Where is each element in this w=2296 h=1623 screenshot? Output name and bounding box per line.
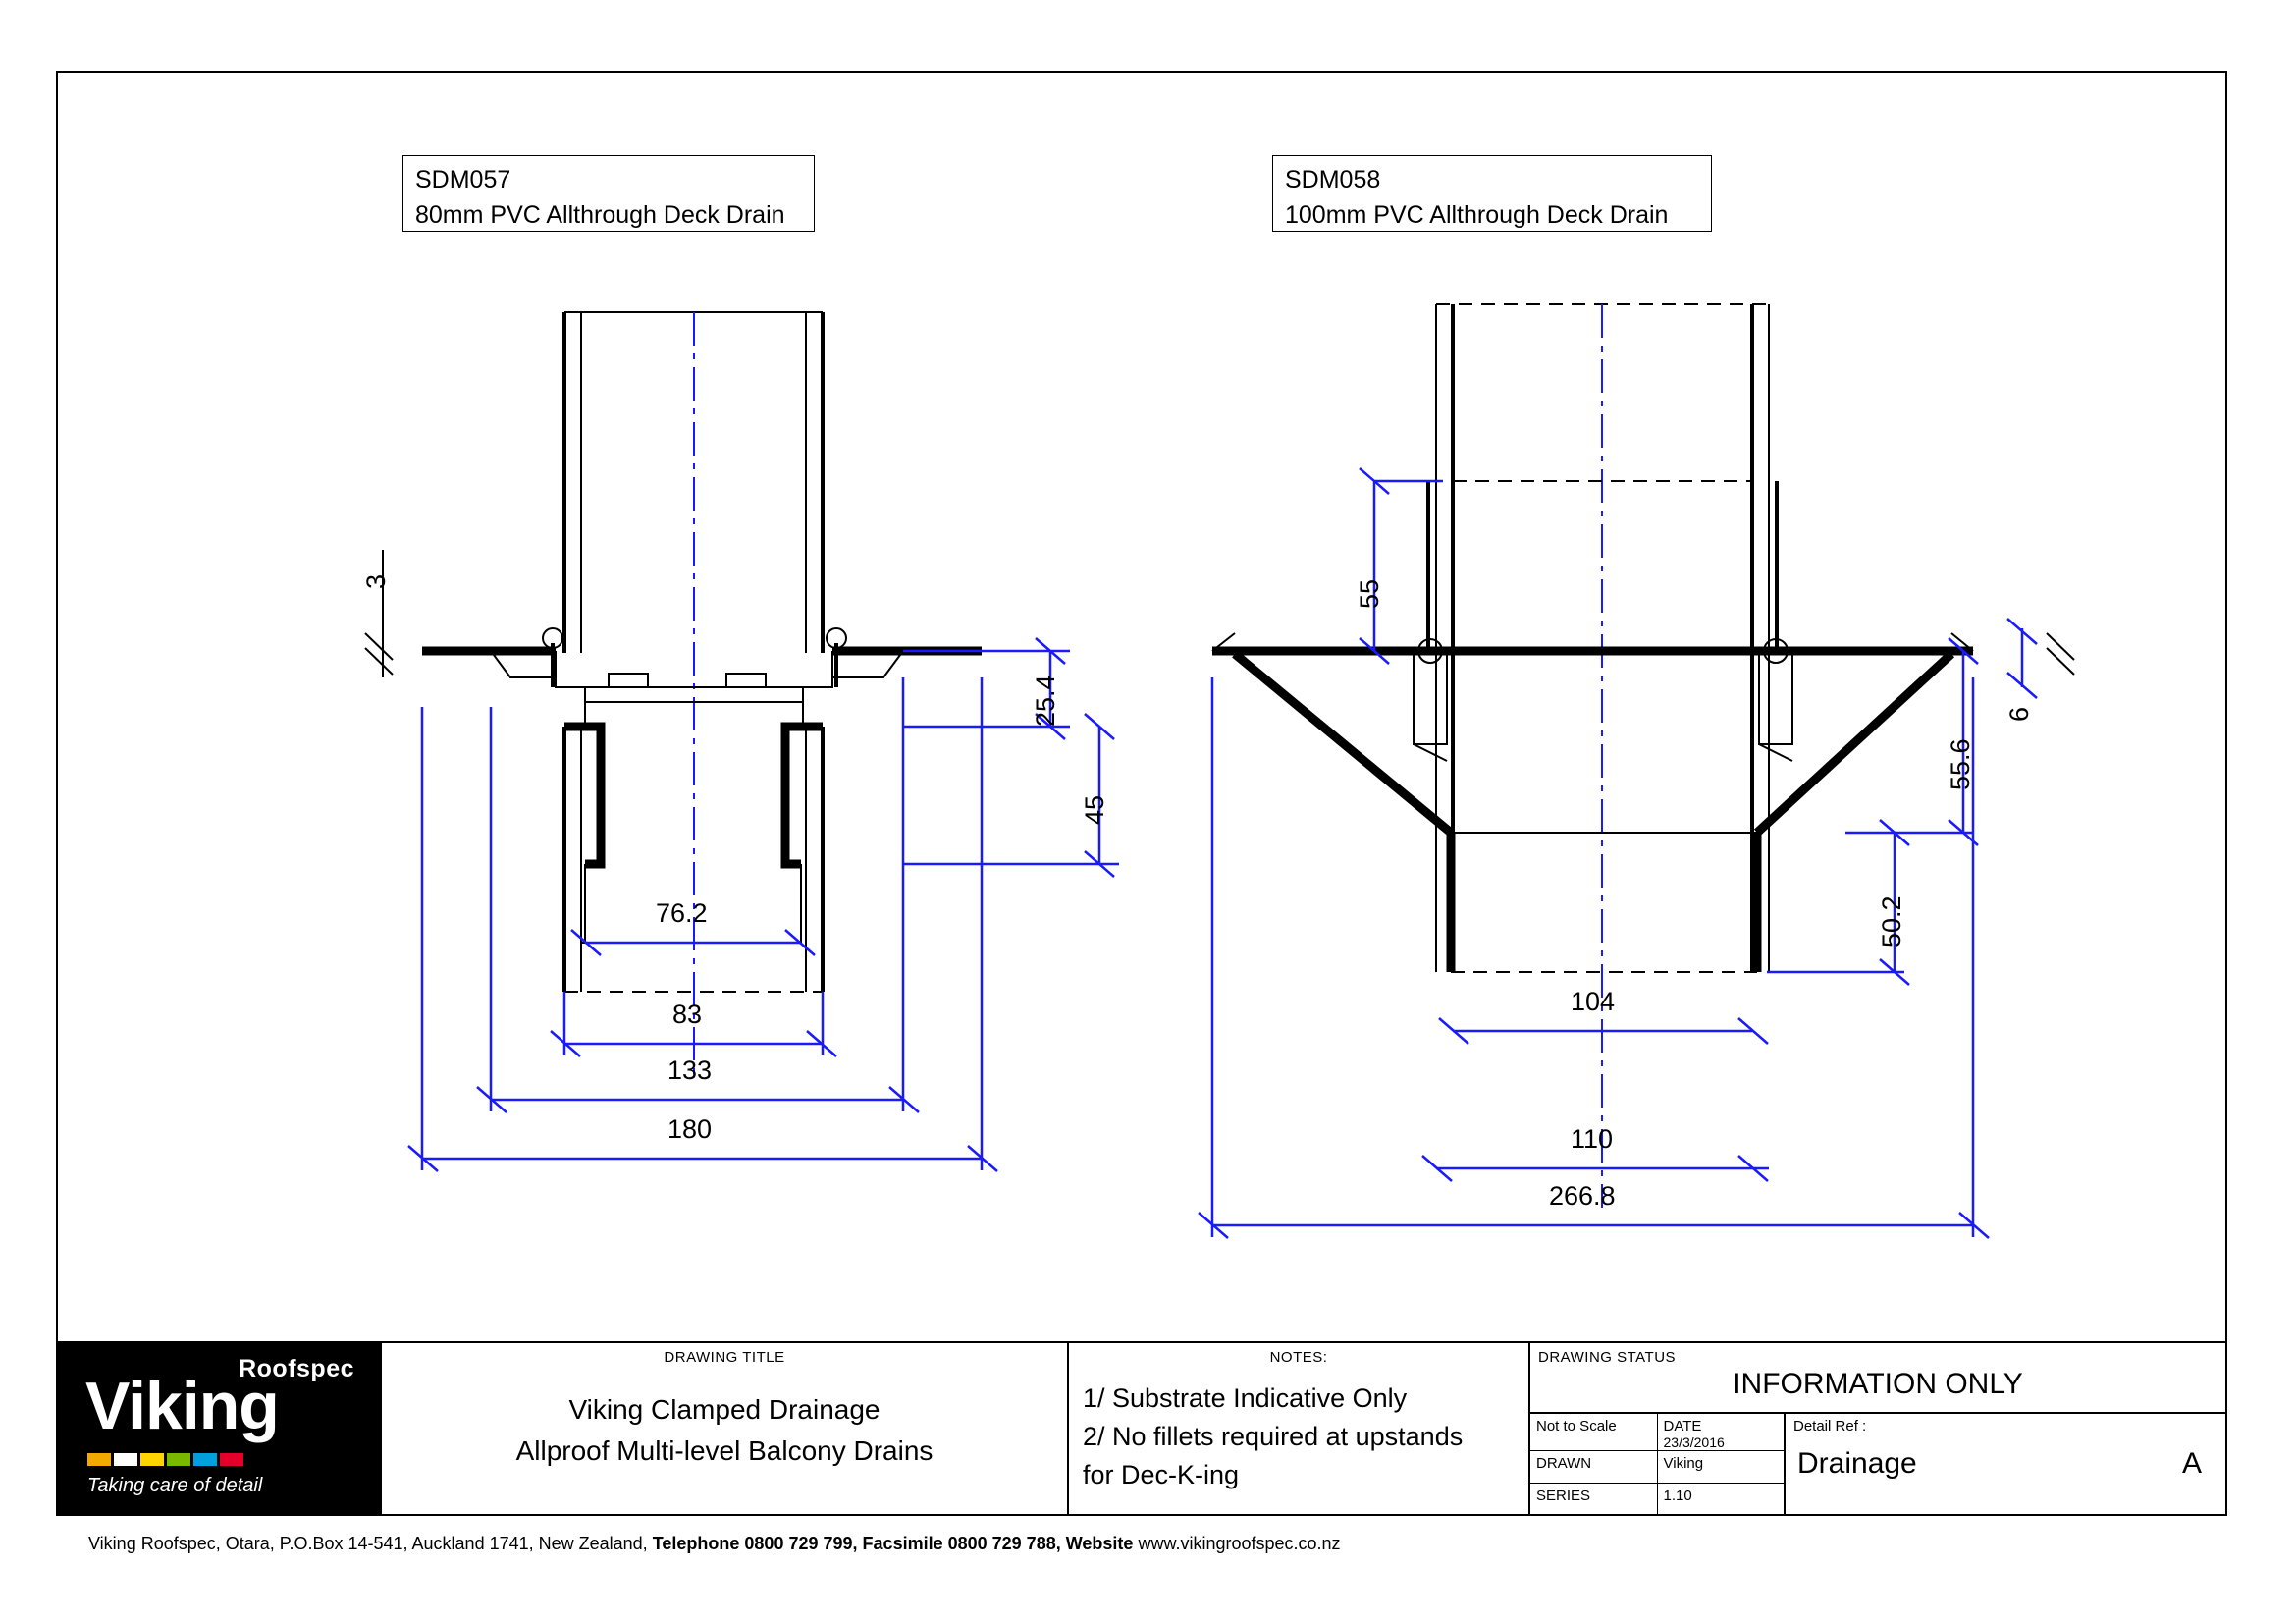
drawing-title-header: DRAWING TITLE [664,1349,785,1366]
dimension-label-55-6: 55.6 [1946,738,1975,790]
footer-website-label: Website [1065,1534,1134,1553]
meta-label-drawn: DRAWN [1530,1451,1658,1482]
meta-row-drawn [1530,1451,1784,1483]
drawing-title-line-2: Allproof Multi-level Balcony Drains [515,1435,934,1466]
company-logo [58,1343,382,1514]
footer-telephone: 0800 729 799, [744,1534,858,1553]
meta-date [1658,1414,1785,1450]
meta-value-date: 23/3/2016 [1663,1434,1725,1451]
dimension-label-76-2: 76.2 [656,898,708,928]
drawing-title-cell [382,1343,1069,1514]
note-item: for Dec-K-ing [1083,1460,1240,1490]
dimension-label-3: 3 [361,573,391,589]
logo-color-bars [87,1453,243,1466]
notes-header: NOTES: [1269,1349,1328,1366]
dimension-label-6: 6 [2004,706,2034,722]
detail-title-sdm058 [1272,155,1712,232]
meta-label-series: SERIES [1530,1484,1658,1514]
meta-fields [1530,1414,1786,1514]
detail-ref-name: Drainage [1797,1447,1917,1480]
footer-website: www.vikingroofspec.co.nz [1138,1534,1341,1553]
dimension-label-45: 45 [1080,794,1109,825]
logo-tagline: Taking care of detail [87,1475,263,1496]
meta-row-series [1530,1484,1784,1514]
dimension-label-83: 83 [672,1000,703,1029]
detail-title-sdm057 [402,155,815,232]
notes-cell [1069,1343,1530,1514]
dimension-label-180: 180 [667,1114,713,1144]
meta-label-date: DATE [1663,1418,1702,1434]
meta-value-series: 1.10 [1663,1487,1692,1504]
dimension-label-110: 110 [1571,1124,1614,1154]
detail-ref-cell [1786,1414,2225,1514]
detail-description: 100mm PVC Allthrough Deck Drain [1285,201,1669,230]
dimension-label-50-2: 50.2 [1877,895,1906,947]
meta-row-scale-date [1530,1414,1784,1451]
status-and-meta [1530,1343,2225,1514]
note-item: 2/ No fillets required at upstands [1083,1422,1464,1452]
footer-contact [88,1534,1341,1554]
logo-viking-text: Viking [85,1369,279,1443]
note-item: 1/ Substrate Indicative Only [1083,1383,1408,1413]
title-block [56,1341,2227,1516]
meta-label-scale: Not to Scale [1530,1414,1658,1450]
footer-facsimile-label: Facsimile [862,1534,943,1553]
detail-ref-header: Detail Ref : [1793,1418,1867,1434]
footer-address: Viking Roofspec, Otara, P.O.Box 14-541, Auckland 1741, New Zealand, [88,1534,648,1553]
dimension-label-133: 133 [667,1055,713,1085]
drawing-status-value: INFORMATION ONLY [1733,1368,2023,1400]
detail-code: SDM057 [415,166,511,193]
dimension-label-266-8: 266.8 [1549,1181,1616,1211]
logo-roofspec-text: Roofspec [239,1355,354,1382]
detail-code: SDM058 [1285,166,1381,193]
sheet-border [56,71,2227,1516]
meta-value-drawn: Viking [1663,1455,1704,1473]
dimension-label-55: 55 [1355,578,1384,609]
drawing-status-cell [1530,1343,2225,1414]
detail-ref-revision: A [2181,1447,2202,1480]
footer-telephone-label: Telephone [652,1534,740,1553]
dimension-label-104: 104 [1571,987,1616,1016]
footer-facsimile: 0800 729 788, [947,1534,1061,1553]
drawing-status-header: DRAWING STATUS [1538,1349,1677,1366]
drawing-title-line-1: Viking Clamped Drainage [568,1394,881,1425]
detail-description: 80mm PVC Allthrough Deck Drain [415,201,785,230]
dimension-label-25-4: 25.4 [1031,675,1060,727]
